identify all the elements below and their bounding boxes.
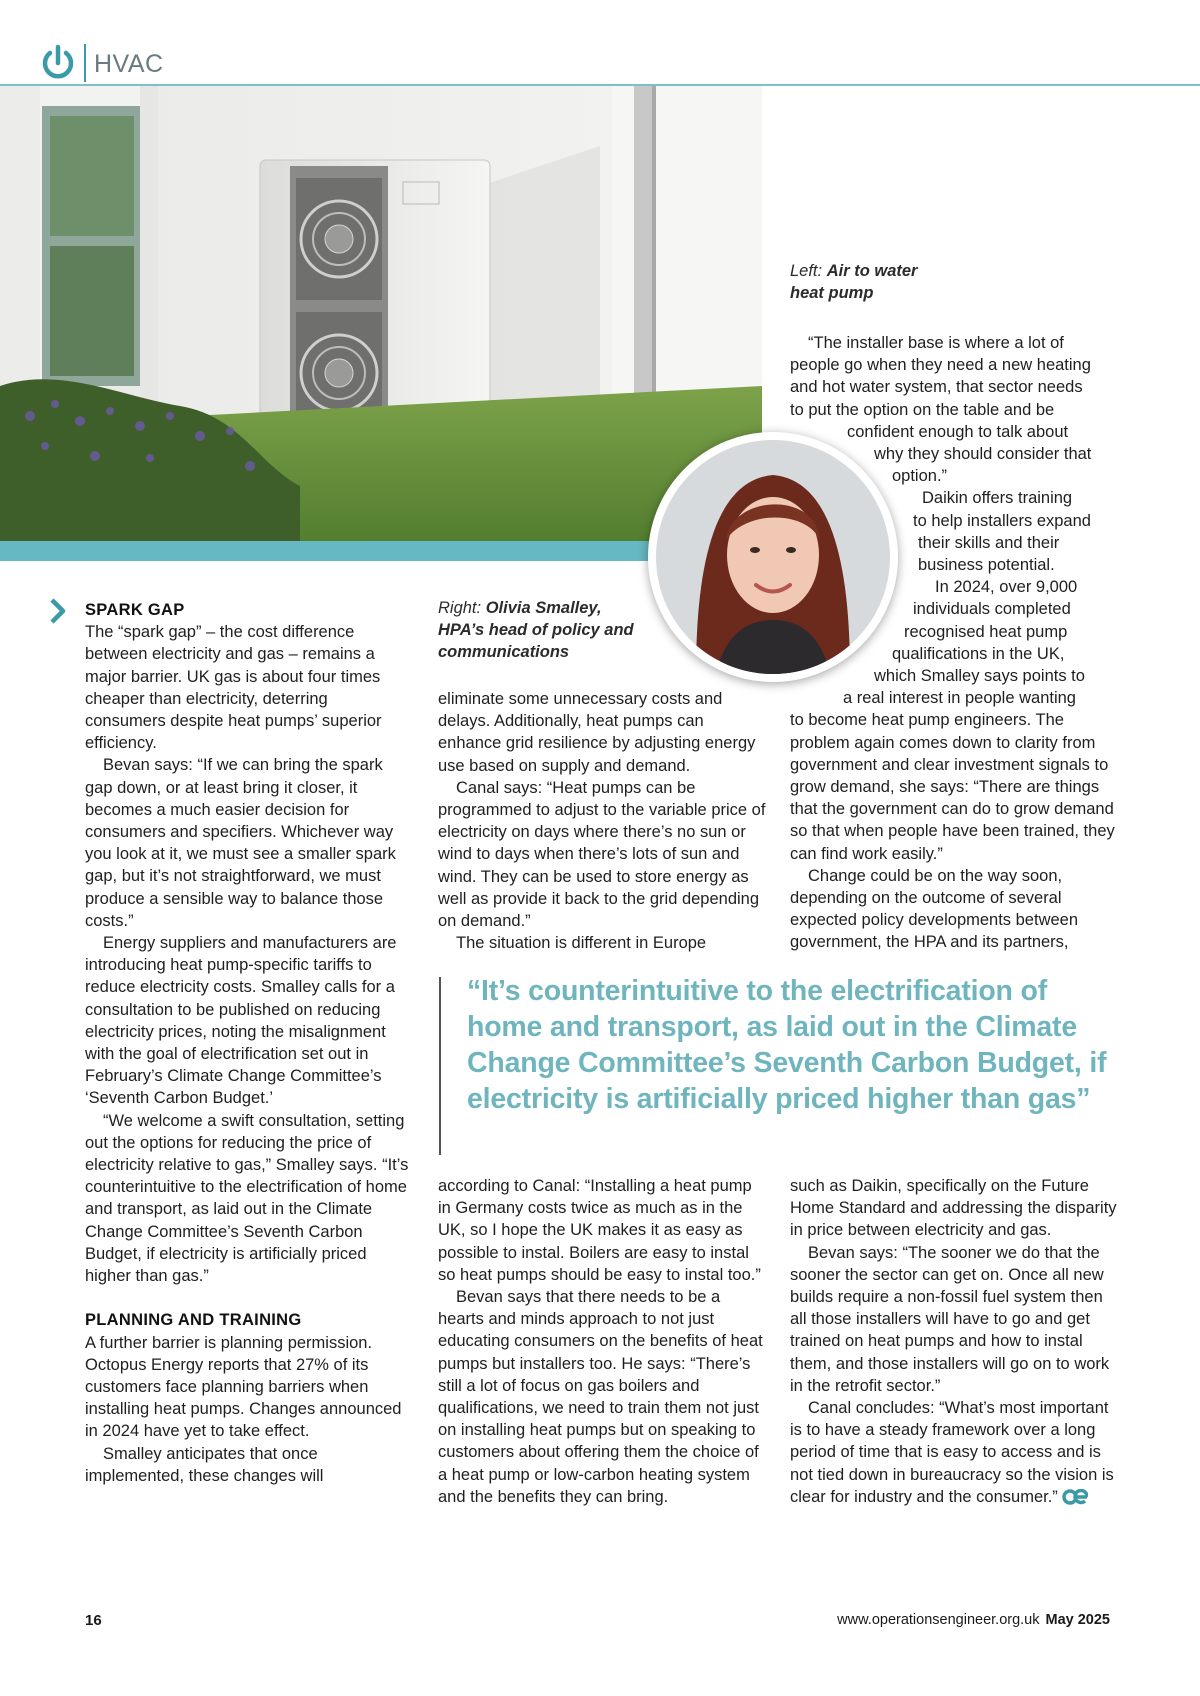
caption-left-lead: Left: (790, 262, 827, 280)
text-line: “The installer base is where a lot of (808, 334, 1064, 352)
paragraph: eliminate some unnecessary costs and delays. Additionally, heat pumps can enhance grid resilience by adjusting energy use based on supply and demand. (438, 690, 756, 775)
caption-left-name: Air to water heat pump (790, 262, 918, 302)
caption-left (790, 260, 940, 304)
heat-pump-photo (0, 86, 762, 561)
column-2-bottom (438, 1175, 768, 1508)
heading-planning-training: PLANNING AND TRAINING (85, 1311, 302, 1330)
column-2-top (438, 688, 768, 954)
paragraph: A further barrier is planning permission. Octopus Energy reports that 27% of its customers face planning barriers when installing heat pumps. Changes announced in 2024 have yet to take effect. (85, 1333, 402, 1441)
caption-right-name: Olivia Smalley, HPA’s head of policy and communications (438, 599, 634, 661)
paragraph: Canal says: “Heat pumps can be programmed to adjust to the variable price of electricity on days where there’s no sun or wind to days when there’s lots of sun and wind. They can be used to store energy as well as provide it back to the grid depending on demand.” (438, 778, 766, 931)
closing-paragraph-text: Canal concludes: “What’s most important is to have a steady framework over a long period of time that is easy to access and is not tied down in bureaucracy so the vision is clear for industry and the consumer.” (790, 1399, 1114, 1506)
column-3-top (790, 332, 1120, 954)
paragraph: Bevan says: “The sooner we do that the sooner the sector can get on. Once all new builds require a non-fossil fuel system then all those installers will have to go and get trained on heat pumps and how to instal them, and those installers will go on to work in the retrofit sector.” (790, 1243, 1110, 1395)
paragraph: Change could be on the way soon, depending on the outcome of several expected policy developments between government, the HPA and its partners, (790, 866, 1079, 952)
column-3-bottom (790, 1175, 1120, 1508)
caption-right-lead: Right: (438, 599, 486, 617)
section-label: HVAC (94, 50, 164, 78)
paragraph: Energy suppliers and manufacturers are introducing heat pump-specific tariffs to reduce electricity costs. Smalley calls for a consultation to be published on reducing electricity prices, noting the misalignment with the goal of electrification set out in February’s Climate Change Committee’s ‘Seventh Carbon Budget.’ (85, 934, 397, 1108)
paragraph (790, 1397, 1120, 1508)
paragraph: The situation is different in Europe (456, 934, 707, 953)
website-link[interactable]: www.operationsengineer.org.uk (837, 1612, 1040, 1628)
text-line: confident enough to talk about (847, 422, 1069, 441)
paragraph: according to Canal: “Installing a heat pump in Germany costs twice as much as in the UK, so I hope the UK makes it as easy as possible to instal. Boilers are easy to instal so heat pumps should be easy to instal too.” (438, 1177, 761, 1284)
caption-right (438, 597, 648, 663)
text-line: why they should consider that (874, 445, 1092, 464)
header-divider (84, 44, 86, 82)
text-line: Daikin offers training (922, 489, 1073, 508)
text-line: qualifications in the UK, (892, 644, 1065, 663)
footer-info (837, 1612, 1110, 1628)
text-line: a real interest in people wanting (843, 689, 1076, 708)
page-header (0, 0, 1200, 86)
paragraph: such as Daikin, specifically on the Future Home Standard and addressing the disparity in price between electricity and gas. (790, 1177, 1117, 1240)
text-line: to put the option on the table and be (790, 400, 1055, 419)
text-line: business potential. (918, 556, 1055, 575)
paragraph: Bevan says: “If we can bring the spark gap down, or at least bring it closer, it becomes a much easier decision for consumers and specifiers. Whichever way you look at it, we must see a smaller spark gap, but it’s not straightforward, we must produce a sensible way to balance those costs.” (85, 756, 396, 930)
paragraph: The “spark gap” – the cost difference between electricity and gas – remains a major barrier. UK gas is about four times cheaper than electricity, deterring consumers despite heat pumps’ superior efficiency. (85, 623, 382, 753)
column-1 (85, 599, 410, 1487)
paragraph: to become heat pump engineers. The problem again comes down to clarity from government and clear investment signals to grow demand, she says: “There are things that the government can do to grow demand so that when people have been trained, they can find work easily.” (790, 711, 1115, 863)
pullquote: “It’s counterintuitive to the electrification of home and transport, as laid out in the Climate Change Committee’s Seventh Carbon Budget, if electricity is artificially priced higher than gas” (467, 975, 1107, 1115)
paragraph: Smalley anticipates that once implemented, these changes will (85, 1444, 324, 1485)
issue-date: May 2025 (1045, 1612, 1110, 1628)
paragraph: “We welcome a swift consultation, setting out the options for reducing the price of electricity relative to gas,” Smalley says. “It’s counterintuitive to the electrification of home and transport, as laid out in the Climate Change Committee’s Seventh Carbon Budget, if electricity is artificially priced higher than gas.” (85, 1111, 409, 1286)
oe-logo-icon (1062, 1489, 1088, 1505)
text-line: and hot water system, that sector needs (790, 378, 1083, 397)
text-line: their skills and their (918, 533, 1060, 552)
pullquote-bar (439, 977, 441, 1155)
text-line: In 2024, over 9,000 (935, 578, 1078, 597)
text-line: option.” (892, 467, 948, 486)
text-line: people go when they need a new heating (790, 356, 1091, 375)
heading-spark-gap: SPARK GAP (85, 601, 185, 619)
power-icon (40, 44, 76, 82)
text-line: recognised heat pump (904, 622, 1068, 641)
text-line: to help installers expand (913, 511, 1091, 530)
paragraph: Bevan says that there needs to be a hearts and minds approach to not just educating consumers on the benefits of heat pumps but installers too. He says: “There’s still a lot of focus on gas boilers and qualifications, we need to train them not just on installing heat pumps but on speaking to customers about offering them the choice of a heat pump or low-carbon heating system and the benefits they can bring. (438, 1288, 763, 1506)
page-number: 16 (85, 1612, 102, 1629)
text-line: individuals completed (913, 600, 1071, 619)
chevron-right-icon (50, 598, 66, 624)
text-line: which Smalley says points to (874, 667, 1085, 686)
